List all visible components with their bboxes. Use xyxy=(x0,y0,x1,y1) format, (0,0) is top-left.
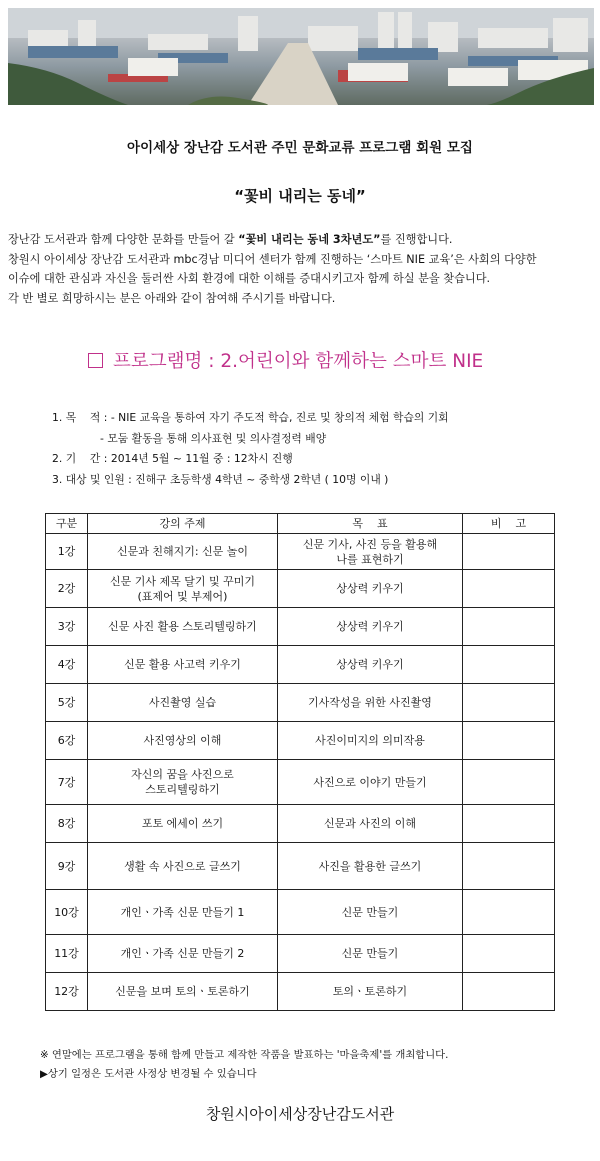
cell-no: 6강 xyxy=(46,722,88,760)
cell-no: 9강 xyxy=(46,843,88,890)
table-row xyxy=(46,843,555,890)
cell-no: 1강 xyxy=(46,534,88,570)
header-cell: 비 고 xyxy=(463,514,555,534)
cell-goal: 상상력 키우기 xyxy=(278,646,463,684)
cell-note xyxy=(463,760,555,805)
table-row xyxy=(46,973,555,1011)
intro-line: 각 반 별로 희망하시는 분은 아래와 같이 참여해 주시기를 바랍니다. xyxy=(8,291,336,305)
cell-goal: 기사작성을 위한 사진촬영 xyxy=(278,684,463,722)
cell-goal: 사진이미지의 의미작용 xyxy=(278,722,463,760)
page-subtitle: “꽃비 내리는 동네” xyxy=(234,187,366,205)
cell-note xyxy=(463,684,555,722)
intro-line: 장난감 도서관과 함께 다양한 문화를 만들어 갈 “꽃비 내리는 동네 3차년도”를 진행합니다. xyxy=(8,233,453,246)
intro-text xyxy=(8,230,598,308)
cell-goal: 토의ㆍ토론하기 xyxy=(278,973,463,1011)
table-row xyxy=(46,890,555,935)
table-row xyxy=(46,534,555,570)
goal-line: 1. 목 적 : - NIE 교육을 통하여 자기 주도적 학습, 진로 및 창의적 체험 학습의 기회 xyxy=(52,411,449,424)
footer-organization: 창원시아이세상장난감도서관 xyxy=(205,1105,395,1123)
table-row xyxy=(46,684,555,722)
cell-topic: 생활 속 사진으로 글쓰기 xyxy=(88,843,278,890)
page-title: 아이세상 장난감 도서관 주민 문화교류 프로그램 회원 모집 xyxy=(127,140,473,156)
cell-no: 10강 xyxy=(46,890,88,935)
cell-goal: 신문 만들기 xyxy=(278,890,463,935)
program-title: 프로그램명 : 2.어린이와 함께하는 스마트 NIE xyxy=(113,351,484,372)
table-header-row xyxy=(46,514,555,534)
goal-line: - 모둠 활동을 통해 의사표현 및 의사결정력 배양 xyxy=(52,431,327,445)
cell-topic: 개인ㆍ가족 신문 만들기 1 xyxy=(88,890,278,935)
cell-no: 7강 xyxy=(46,760,88,805)
header-cell: 목 표 xyxy=(278,514,463,534)
cell-topic: 사진촬영 실습 xyxy=(88,684,278,722)
cell-topic: 신문 활용 사고력 키우기 xyxy=(88,646,278,684)
cell-note xyxy=(463,973,555,1011)
cell-topic: 신문을 보며 토의ㆍ토론하기 xyxy=(88,973,278,1011)
cell-goal: 상상력 키우기 xyxy=(278,608,463,646)
cell-goal: 신문과 사진의 이해 xyxy=(278,805,463,843)
table-row xyxy=(46,608,555,646)
cell-note xyxy=(463,890,555,935)
cell-note xyxy=(463,843,555,890)
cell-topic: 자신의 꿈을 사진으로 스토리텔링하기 xyxy=(88,760,278,805)
cell-note xyxy=(463,534,555,570)
cell-no: 2강 xyxy=(46,570,88,608)
cell-no: 5강 xyxy=(46,684,88,722)
cell-no: 11강 xyxy=(46,935,88,973)
cell-no: 8강 xyxy=(46,805,88,843)
header-photo xyxy=(8,8,594,105)
cell-goal: 신문 기사, 사진 등을 활용해 나를 표현하기 xyxy=(278,534,463,570)
table-row xyxy=(46,570,555,608)
cell-note xyxy=(463,935,555,973)
table-row xyxy=(46,805,555,843)
goal-line: 3. 대상 및 인원 : 진해구 초등학생 4학년 ~ 중학생 2학년 ( 10명 이내 ) xyxy=(52,472,389,486)
cell-topic: 신문 기사 제목 달기 및 꾸미기 (표제어 및 부제어) xyxy=(88,570,278,608)
cell-no: 3강 xyxy=(46,608,88,646)
cell-no: 12강 xyxy=(46,973,88,1011)
cell-goal: 사진을 활용한 글쓰기 xyxy=(278,843,463,890)
intro-line: 이슈에 대한 관심과 자신을 둘러싼 사회 환경에 대한 이해를 증대시키고자 함께 하실 분을 찾습니다. xyxy=(8,272,491,285)
notes xyxy=(40,1046,448,1084)
cell-no: 4강 xyxy=(46,646,88,684)
checkbox-square-icon xyxy=(88,353,103,368)
table-row xyxy=(46,935,555,973)
cell-topic: 포토 에세이 쓰기 xyxy=(88,805,278,843)
cell-goal: 신문 만들기 xyxy=(278,935,463,973)
header-cell: 강의 주제 xyxy=(88,514,278,534)
cell-note xyxy=(463,646,555,684)
program-heading xyxy=(88,347,483,373)
intro-line: 창원시 아이세상 장난감 도서관과 mbc경남 미디어 센터가 함께 진행하는 ‘스마트 NIE 교육’은 사회의 다양한 xyxy=(8,252,537,266)
cell-topic: 신문과 친해지기: 신문 놀이 xyxy=(88,534,278,570)
schedule-table xyxy=(45,513,555,1011)
table-row xyxy=(46,760,555,805)
cell-note xyxy=(463,722,555,760)
cell-topic: 사진영상의 이해 xyxy=(88,722,278,760)
cell-note xyxy=(463,570,555,608)
cell-goal: 사진으로 이야기 만들기 xyxy=(278,760,463,805)
cell-topic: 개인ㆍ가족 신문 만들기 2 xyxy=(88,935,278,973)
cell-topic: 신문 사진 활용 스토리텔링하기 xyxy=(88,608,278,646)
goal-line: 2. 기 간 : 2014년 5월 ~ 11월 중 : 12차시 진행 xyxy=(52,452,293,465)
header-cell: 구분 xyxy=(46,514,88,534)
cell-note xyxy=(463,805,555,843)
cell-goal: 상상력 키우기 xyxy=(278,570,463,608)
note-line: ▶상기 일정은 도서관 사정상 변경될 수 있습니다 xyxy=(40,1068,257,1080)
program-details xyxy=(52,408,449,490)
note-line: ※ 연말에는 프로그램을 통해 함께 만들고 제작한 작품을 발표하는 '마을축제'를 개최합니다. xyxy=(40,1049,449,1061)
table-row xyxy=(46,722,555,760)
table-row xyxy=(46,646,555,684)
cell-note xyxy=(463,608,555,646)
